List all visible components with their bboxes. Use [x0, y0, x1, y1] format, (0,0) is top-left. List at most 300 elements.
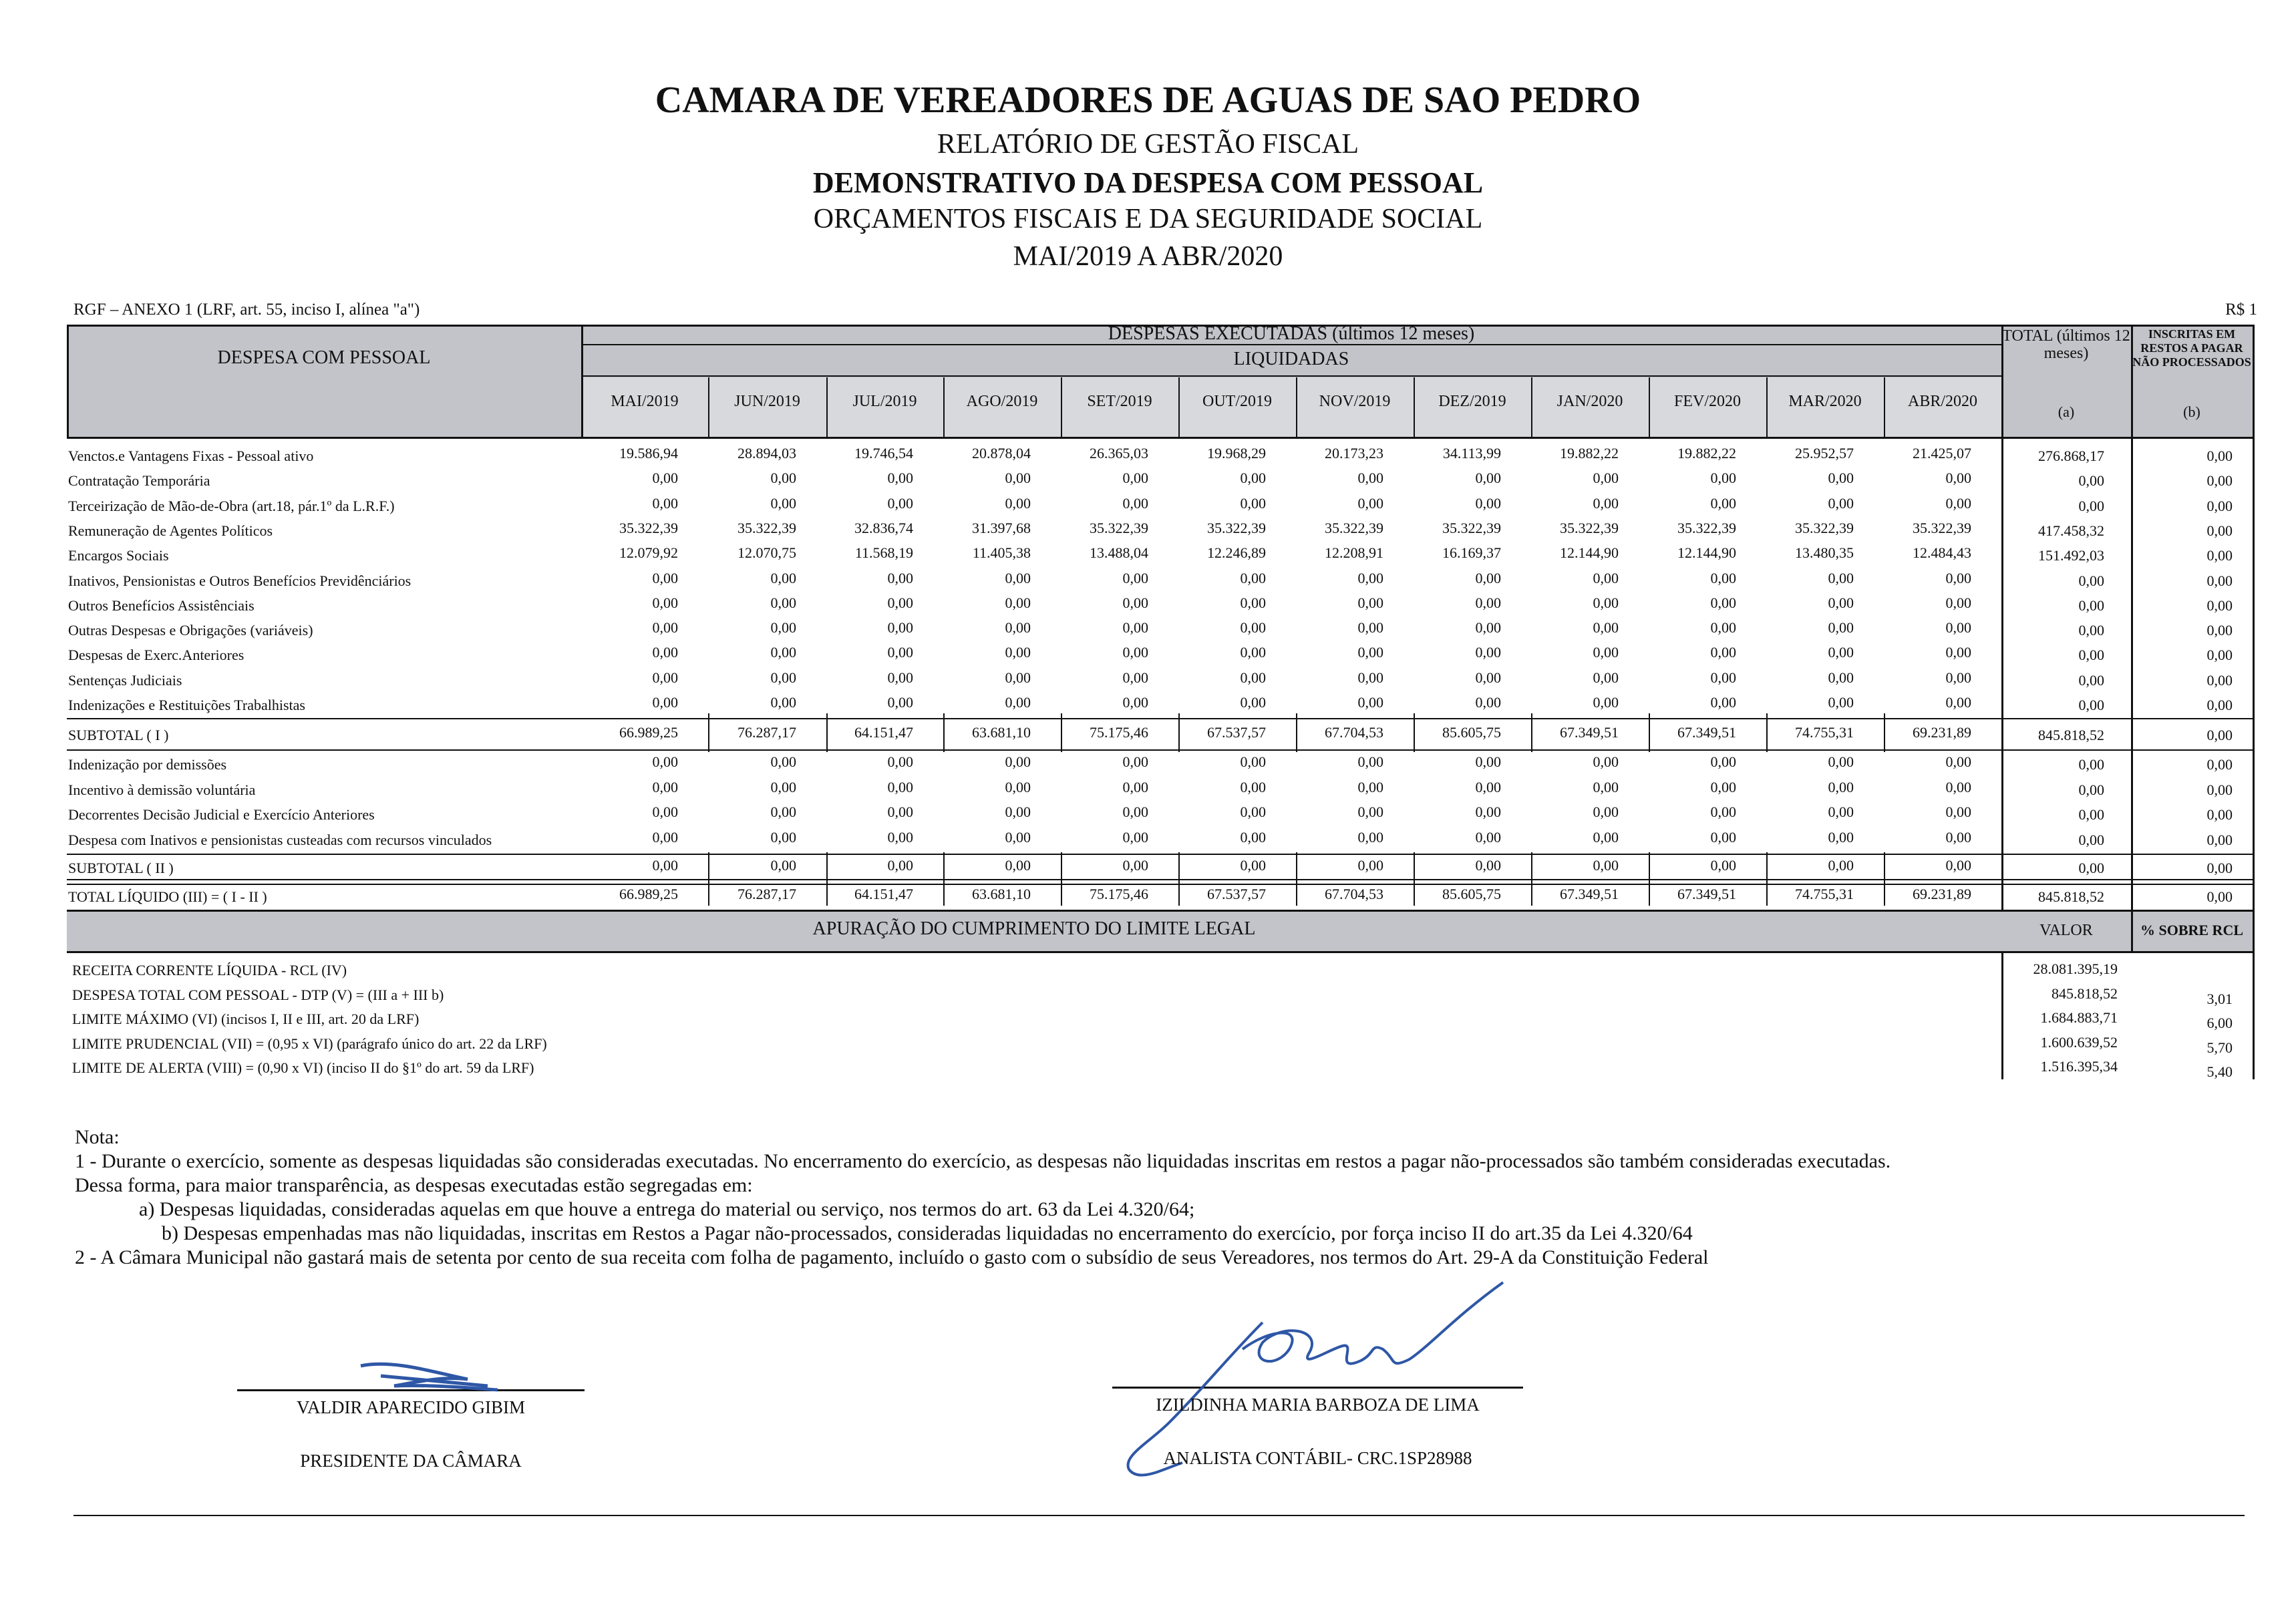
total-header: TOTAL (últimos 12 meses) [2002, 327, 2130, 362]
expense-row-value: 0,00 [770, 569, 796, 586]
expense-row-value: 19.968,29 [1207, 445, 1266, 462]
expense-row-value: 0,00 [1122, 594, 1148, 611]
expense-row-total: 0,00 [2078, 671, 2104, 689]
deduction-row-value: 0,00 [1240, 828, 1266, 846]
subtotal-2-value: 0,00 [1005, 857, 1031, 874]
expense-row-total: 417.458,32 [2038, 522, 2104, 539]
expense-row-value: 0,00 [1122, 494, 1148, 512]
expense-row-value: 16.169,37 [1442, 544, 1501, 562]
footer-rule [73, 1515, 2245, 1516]
expense-row-label: Outros Benefícios Assistênciais [68, 596, 255, 614]
budget-title: ORÇAMENTOS FISCAIS E DA SEGURIDADE SOCIAL [813, 204, 1483, 234]
col-divider [2001, 325, 2003, 1079]
expense-row-restos: 0,00 [2206, 522, 2233, 539]
subtotal-1-total: 845.818,52 [2038, 727, 2104, 743]
subtotal-2-value: 0,00 [770, 857, 796, 874]
header-rule [581, 375, 2001, 377]
deduction-row-value: 0,00 [1005, 803, 1031, 820]
deduction-row-value: 0,00 [770, 778, 796, 795]
expense-row-value: 0,00 [652, 644, 678, 661]
expense-row-value: 0,00 [770, 494, 796, 512]
deduction-row-value: 0,00 [1475, 753, 1501, 770]
compliance-percent: 3,01 [2206, 990, 2233, 1007]
month-header: NOV/2019 [1319, 393, 1391, 410]
expense-row-value: 11.568,19 [854, 544, 913, 562]
expense-row-value: 0,00 [1593, 470, 1619, 487]
expense-row-value: 35.322,39 [1560, 519, 1619, 536]
expense-row-total: 0,00 [2078, 472, 2104, 490]
expense-row-value: 0,00 [1828, 694, 1854, 711]
expense-row-value: 0,00 [1240, 669, 1266, 686]
expense-row-value: 35.322,39 [1325, 519, 1383, 536]
deduction-row-total: 0,00 [2078, 781, 2104, 798]
subtotal-1-restos: 0,00 [2206, 727, 2233, 743]
expense-row-restos: 0,00 [2206, 671, 2233, 689]
expense-row-value: 0,00 [1710, 470, 1736, 487]
expense-row-value: 0,00 [1122, 470, 1148, 487]
month-header: OUT/2019 [1202, 393, 1272, 410]
currency-unit: R$ 1 [2225, 301, 2257, 319]
expense-row-value: 12.144,90 [1560, 544, 1619, 562]
period-title: MAI/2019 A ABR/2020 [1013, 241, 1283, 272]
expense-row-value: 35.322,39 [737, 519, 796, 536]
subtotal-2-value: 0,00 [652, 857, 678, 874]
expense-row-value: 0,00 [1475, 694, 1501, 711]
expense-row-value: 0,00 [1593, 594, 1619, 611]
subtotal-2-value: 0,00 [1122, 857, 1148, 874]
compliance-label: DESPESA TOTAL COM PESSOAL - DTP (V) = (III a + III b) [72, 986, 444, 1003]
expense-row-value: 35.322,39 [619, 519, 678, 536]
expense-row-value: 0,00 [652, 470, 678, 487]
month-divider [1414, 852, 1415, 906]
deduction-row-value: 0,00 [1945, 778, 1971, 795]
expense-row-value: 0,00 [1710, 669, 1736, 686]
expense-row-value: 12.246,89 [1207, 544, 1266, 562]
compliance-title: APURAÇÃO DO CUMPRIMENTO DO LIMITE LEGAL [812, 918, 1256, 939]
subtotal-1-value: 66.989,25 [619, 724, 678, 741]
month-divider [708, 852, 709, 906]
month-divider [708, 713, 709, 752]
expense-row-value: 0,00 [1945, 694, 1971, 711]
expense-row-value: 0,00 [1710, 494, 1736, 512]
month-header: MAR/2020 [1788, 393, 1862, 410]
month-divider [1766, 852, 1768, 906]
expense-row-value: 0,00 [1710, 569, 1736, 586]
row-rule [67, 884, 2253, 885]
restos-header: INSCRITAS EM RESTOS A PAGAR NÃO PROCESSADOS [2132, 327, 2251, 369]
deduction-row-value: 0,00 [1593, 828, 1619, 846]
expense-row-value: 35.322,39 [1677, 519, 1736, 536]
deduction-row-value: 0,00 [1593, 753, 1619, 770]
subtotal-2-value: 0,00 [1710, 857, 1736, 874]
expense-row-total: 0,00 [2078, 697, 2104, 713]
month-header: SET/2019 [1087, 393, 1152, 410]
subtotal-1-value: 67.704,53 [1325, 724, 1383, 741]
expense-row-restos: 0,00 [2206, 647, 2233, 664]
deduction-row-value: 0,00 [887, 828, 913, 846]
deduction-row-value: 0,00 [1357, 778, 1383, 795]
deduction-row-value: 0,00 [1357, 828, 1383, 846]
expense-row-value: 13.480,35 [1795, 544, 1854, 562]
value-header: VALOR [2039, 922, 2093, 939]
expense-row-label: Indenizações e Restituições Trabalhistas [68, 697, 305, 713]
deduction-row-value: 0,00 [887, 753, 913, 770]
expense-row-value: 0,00 [1828, 644, 1854, 661]
deduction-row-label: Indenização por demissões [68, 756, 227, 773]
month-divider [826, 852, 828, 906]
table-left-border [67, 325, 69, 438]
expense-row-value: 21.425,07 [1913, 445, 1971, 462]
month-divider [1296, 852, 1297, 906]
subtotal-1-value: 63.681,10 [972, 724, 1031, 741]
expense-row-value: 0,00 [652, 594, 678, 611]
expense-row-value: 0,00 [1475, 569, 1501, 586]
compliance-top [67, 910, 2253, 912]
expense-row-value: 0,00 [1475, 619, 1501, 637]
compliance-percent: 6,00 [2206, 1015, 2233, 1031]
expense-row-value: 35.322,39 [1913, 519, 1971, 536]
net-total-label: TOTAL LÍQUIDO (III) = ( I - II ) [68, 888, 267, 905]
deduction-row-value: 0,00 [1593, 803, 1619, 820]
expense-row-label: Inativos, Pensionistas e Outros Benefícios Previdênciários [68, 572, 412, 589]
month-divider [1061, 713, 1062, 752]
deduction-row-value: 0,00 [1710, 778, 1736, 795]
month-header: FEV/2020 [1673, 393, 1741, 410]
subtotal-1-value: 75.175,46 [1090, 724, 1148, 741]
expense-row-value: 19.882,22 [1677, 445, 1736, 462]
month-divider [1061, 852, 1062, 906]
expense-row-value: 0,00 [1005, 569, 1031, 586]
notes-heading: Nota: [75, 1126, 120, 1148]
table-right-border [2253, 325, 2255, 1079]
expense-row-value: 0,00 [1357, 619, 1383, 637]
deduction-row-value: 0,00 [1475, 778, 1501, 795]
compliance-value: 1.600.639,52 [2040, 1033, 2118, 1051]
expense-row-value: 0,00 [1357, 594, 1383, 611]
expense-row-value: 0,00 [1710, 644, 1736, 661]
expense-row-value: 0,00 [1357, 569, 1383, 586]
expense-row-value: 0,00 [1357, 470, 1383, 487]
expense-row-value: 0,00 [1240, 619, 1266, 637]
executed-header: DESPESAS EXECUTADAS (últimos 12 meses) [1108, 323, 1475, 344]
deduction-row-value: 0,00 [1945, 828, 1971, 846]
note-line: Dessa forma, para maior transparência, as despesas executadas estão segregadas em: [75, 1174, 753, 1196]
expense-row-value: 25.952,57 [1795, 445, 1854, 462]
compliance-value: 1.684.883,71 [2040, 1009, 2118, 1026]
expense-row-value: 0,00 [1357, 494, 1383, 512]
deduction-row-value: 0,00 [1945, 753, 1971, 770]
subtotal-2-value: 0,00 [1240, 857, 1266, 874]
expense-row-value: 0,00 [1475, 470, 1501, 487]
expense-row-value: 0,00 [1828, 494, 1854, 512]
expense-row-value: 0,00 [1122, 694, 1148, 711]
deduction-row-value: 0,00 [652, 753, 678, 770]
expense-row-value: 20.173,23 [1325, 445, 1383, 462]
expense-row-value: 0,00 [1945, 644, 1971, 661]
expense-row-value: 0,00 [1240, 470, 1266, 487]
expense-row-value: 0,00 [652, 669, 678, 686]
expense-row-value: 20.878,04 [972, 445, 1031, 462]
deduction-row-value: 0,00 [1240, 778, 1266, 795]
deduction-row-value: 0,00 [1357, 753, 1383, 770]
expense-row-value: 28.894,03 [737, 445, 796, 462]
expense-row-value: 11.405,38 [972, 544, 1031, 562]
expense-row-label: Encargos Sociais [68, 547, 169, 564]
net-total-value: 76.287,17 [737, 886, 796, 902]
expense-row-value: 0,00 [1005, 694, 1031, 711]
deduction-row-value: 0,00 [887, 778, 913, 795]
expense-row-value: 0,00 [1593, 494, 1619, 512]
expense-row-value: 31.397,68 [972, 519, 1031, 536]
accountant-role: ANALISTA CONTÁBIL- CRC.1SP28988 [1163, 1448, 1472, 1468]
note-line: b) Despesas empenhadas mas não liquidadas, inscritas em Restos a Pagar não-processados, consideradas liquidadas no encerramento do exercício, por força inciso II do art.35 da Lei 4.320/64 [162, 1222, 1693, 1244]
expense-row-restos: 0,00 [2206, 572, 2233, 589]
expense-row-value: 0,00 [1475, 594, 1501, 611]
deduction-row-value: 0,00 [1710, 828, 1736, 846]
net-total-restos: 0,00 [2206, 888, 2233, 905]
net-total-value: 63.681,10 [972, 886, 1031, 902]
expense-row-total: 0,00 [2078, 497, 2104, 514]
expense-row-value: 0,00 [1828, 470, 1854, 487]
accountant-name: IZILDINHA MARIA BARBOZA DE LIMA [1156, 1395, 1480, 1415]
subtotal-1-label: SUBTOTAL ( I ) [68, 727, 169, 743]
statement-title: DEMONSTRATIVO DA DESPESA COM PESSOAL [812, 166, 1484, 199]
expense-row-total: 0,00 [2078, 622, 2104, 639]
expense-row-value: 35.322,39 [1442, 519, 1501, 536]
expense-row-value: 0,00 [1945, 594, 1971, 611]
expense-row-value: 12.070,75 [737, 544, 796, 562]
subtotal-1-value: 64.151,47 [854, 724, 913, 741]
note-line: a) Despesas liquidadas, consideradas aquelas em que houve a entrega do material ou serviço, nos termos do art. 63 da Lei 4.320/64; [139, 1198, 1195, 1220]
expense-row-value: 0,00 [1005, 594, 1031, 611]
compliance-bottom [67, 951, 2253, 953]
deduction-row-value: 0,00 [1005, 778, 1031, 795]
deduction-row-value: 0,00 [1828, 803, 1854, 820]
subtotal-1-value: 67.537,57 [1207, 724, 1266, 741]
expense-row-value: 0,00 [887, 644, 913, 661]
deduction-row-value: 0,00 [770, 803, 796, 820]
expense-row-value: 35.322,39 [1090, 519, 1148, 536]
month-header: AGO/2019 [966, 393, 1038, 410]
expense-row-label: Sentenças Judiciais [68, 671, 182, 689]
expense-row-value: 0,00 [1945, 619, 1971, 637]
expense-row-value: 0,00 [1240, 494, 1266, 512]
note-line: 1 - Durante o exercício, somente as despesas liquidadas são consideradas executadas. No encerramento do exercício, as despesas não liquidadas inscritas em restos a pagar não-processados são também consideradas executadas. [75, 1150, 1891, 1172]
expense-row-value: 0,00 [770, 619, 796, 637]
expense-row-total: 0,00 [2078, 647, 2104, 664]
expense-row-restos: 0,00 [2206, 596, 2233, 614]
deduction-row-total: 0,00 [2078, 756, 2104, 773]
expense-row-value: 0,00 [887, 470, 913, 487]
month-header: MAI/2019 [611, 393, 679, 410]
subtotal-1-value: 85.605,75 [1442, 724, 1501, 741]
expense-row-label: Contratação Temporária [68, 472, 210, 490]
expense-row-value: 0,00 [652, 494, 678, 512]
expense-row-restos: 0,00 [2206, 448, 2233, 464]
compliance-value: 1.516.395,34 [2040, 1058, 2118, 1075]
compliance-label: LIMITE DE ALERTA (VIII) = (0,90 x VI) (inciso II do §1º do art. 59 da LRF) [72, 1059, 534, 1076]
expense-row-value: 0,00 [1475, 494, 1501, 512]
subtotal-2-label: SUBTOTAL ( II ) [68, 860, 174, 876]
expense-row-value: 0,00 [1005, 644, 1031, 661]
subtotal-1-value: 76.287,17 [737, 724, 796, 741]
month-divider [943, 852, 945, 906]
expense-row-value: 12.144,90 [1677, 544, 1736, 562]
expense-row-value: 0,00 [1593, 669, 1619, 686]
month-divider [1531, 852, 1532, 906]
expense-row-value: 0,00 [1005, 619, 1031, 637]
expense-row-restos: 0,00 [2206, 547, 2233, 564]
subtotal-1-value: 67.349,51 [1560, 724, 1619, 741]
expense-row-value: 32.836,74 [854, 519, 913, 536]
subtotal-2-value: 0,00 [887, 857, 913, 874]
subtotal-1-value: 67.349,51 [1677, 724, 1736, 741]
expense-row-value: 0,00 [770, 669, 796, 686]
deduction-row-value: 0,00 [1475, 828, 1501, 846]
month-divider [1178, 713, 1180, 752]
expense-row-value: 0,00 [1945, 569, 1971, 586]
compliance-label: LIMITE MÁXIMO (VI) (incisos I, II e III, art. 20 da LRF) [72, 1011, 420, 1027]
deduction-row-value: 0,00 [652, 803, 678, 820]
month-divider [1884, 713, 1885, 752]
expense-row-value: 12.208,91 [1325, 544, 1383, 562]
subtotal-2-value: 0,00 [1593, 857, 1619, 874]
deduction-row-value: 0,00 [1240, 803, 1266, 820]
expense-row-value: 0,00 [887, 594, 913, 611]
annex-reference: RGF – ANEXO 1 (LRF, art. 55, inciso I, alínea "a") [73, 301, 420, 319]
net-total-total: 845.818,52 [2038, 888, 2104, 905]
month-header: JAN/2020 [1556, 393, 1623, 410]
month-header: ABR/2020 [1907, 393, 1977, 410]
paid-header: LIQUIDADAS [1233, 349, 1349, 369]
total-subheader: (a) [2058, 403, 2075, 420]
net-total-value: 64.151,47 [854, 886, 913, 902]
month-divider [826, 713, 828, 752]
expense-row-value: 0,00 [1357, 669, 1383, 686]
month-header: JUN/2019 [734, 393, 800, 410]
expense-row-value: 0,00 [1593, 694, 1619, 711]
expense-row-value: 0,00 [1945, 669, 1971, 686]
deduction-row-value: 0,00 [1475, 803, 1501, 820]
expense-row-value: 0,00 [1240, 694, 1266, 711]
expense-row-value: 0,00 [1122, 569, 1148, 586]
expense-row-value: 0,00 [1357, 644, 1383, 661]
deduction-row-label: Incentivo à demissão voluntária [68, 781, 256, 798]
expense-row-value: 0,00 [1122, 644, 1148, 661]
month-divider [1531, 713, 1532, 752]
subtotal-2-value: 0,00 [1357, 857, 1383, 874]
expense-row-value: 12.079,92 [619, 544, 678, 562]
president-role: PRESIDENTE DA CÂMARA [300, 1451, 522, 1471]
expense-row-value: 0,00 [1710, 619, 1736, 637]
net-total-value: 75.175,46 [1090, 886, 1148, 902]
expense-row-value: 0,00 [887, 569, 913, 586]
deduction-row-restos: 0,00 [2206, 831, 2233, 848]
deduction-row-label: Decorrentes Decisão Judicial e Exercício Anteriores [68, 806, 375, 823]
note-line: 2 - A Câmara Municipal não gastará mais de setenta por cento de sua receita com folha de pagamento, incluído o gasto com o subsídio de seus Vereadores, nos termos do Art. 29-A da Constituição Federal [75, 1246, 1709, 1268]
expense-row-value: 0,00 [1945, 494, 1971, 512]
deduction-row-value: 0,00 [770, 828, 796, 846]
deduction-row-total: 0,00 [2078, 806, 2104, 823]
deduction-row-value: 0,00 [1122, 753, 1148, 770]
expense-row-value: 19.586,94 [619, 445, 678, 462]
net-total-value: 67.349,51 [1560, 886, 1619, 902]
month-divider [1178, 852, 1180, 906]
compliance-percent: 5,70 [2206, 1039, 2233, 1056]
deduction-row-value: 0,00 [652, 828, 678, 846]
expense-row-value: 0,00 [1828, 569, 1854, 586]
deduction-row-value: 0,00 [1005, 828, 1031, 846]
compliance-value: 28.081.395,19 [2033, 960, 2118, 977]
expense-row-value: 0,00 [1593, 619, 1619, 637]
subtotal-1-value: 69.231,89 [1913, 724, 1971, 741]
expense-row-total: 0,00 [2078, 572, 2104, 589]
subtotal-2-restos: 0,00 [2206, 860, 2233, 876]
deduction-row-value: 0,00 [1828, 778, 1854, 795]
subtotal-2-value: 0,00 [1475, 857, 1501, 874]
compliance-percent: 5,40 [2206, 1063, 2233, 1080]
row-rule [67, 749, 2253, 751]
expense-row-total: 0,00 [2078, 596, 2104, 614]
net-total-value: 67.704,53 [1325, 886, 1383, 902]
deduction-row-value: 0,00 [1005, 753, 1031, 770]
expense-row-value: 0,00 [887, 619, 913, 637]
deduction-row-value: 0,00 [1828, 753, 1854, 770]
month-divider [943, 713, 945, 752]
deduction-row-value: 0,00 [887, 803, 913, 820]
expense-row-value: 0,00 [1475, 669, 1501, 686]
expense-row-value: 0,00 [770, 594, 796, 611]
expense-row-value: 0,00 [887, 494, 913, 512]
expense-row-value: 19.746,54 [854, 445, 913, 462]
compliance-label: RECEITA CORRENTE LÍQUIDA - RCL (IV) [72, 962, 347, 978]
expense-row-value: 0,00 [652, 569, 678, 586]
compliance-label: LIMITE PRUDENCIAL (VII) = (0,95 x VI) (parágrafo único do art. 22 da LRF) [72, 1035, 547, 1052]
expense-row-value: 0,00 [1240, 644, 1266, 661]
deduction-row-value: 0,00 [1828, 828, 1854, 846]
expense-row-value: 0,00 [1475, 644, 1501, 661]
deduction-row-value: 0,00 [652, 778, 678, 795]
deduction-row-value: 0,00 [1240, 753, 1266, 770]
deduction-row-total: 0,00 [2078, 831, 2104, 848]
expense-row-value: 0,00 [1357, 694, 1383, 711]
percent-header: % SOBRE RCL [2140, 922, 2244, 938]
expense-row-restos: 0,00 [2206, 622, 2233, 639]
expense-row-value: 0,00 [1005, 494, 1031, 512]
deduction-row-value: 0,00 [1357, 803, 1383, 820]
expense-row-value: 35.322,39 [1207, 519, 1266, 536]
expense-row-restos: 0,00 [2206, 697, 2233, 713]
subtotal-2-value: 0,00 [1945, 857, 1971, 874]
deduction-row-restos: 0,00 [2206, 756, 2233, 773]
report-title: RELATÓRIO DE GESTÃO FISCAL [937, 129, 1359, 160]
expense-row-value: 0,00 [1005, 669, 1031, 686]
deduction-row-restos: 0,00 [2206, 781, 2233, 798]
deduction-row-value: 0,00 [1945, 803, 1971, 820]
row-rule [67, 854, 2253, 855]
table-header-bottom [67, 437, 2253, 439]
expense-row-label: Remuneração de Agentes Políticos [68, 522, 273, 539]
expense-row-value: 0,00 [1240, 594, 1266, 611]
expense-row-label: Venctos.e Vantagens Fixas - Pessoal ativo [68, 448, 314, 464]
expense-row-label: Outras Despesas e Obrigações (variáveis) [68, 622, 313, 639]
expense-row-value: 0,00 [652, 694, 678, 711]
expense-row-value: 0,00 [1828, 619, 1854, 637]
expense-row-value: 0,00 [1945, 470, 1971, 487]
expense-row-value: 0,00 [652, 619, 678, 637]
expense-row-value: 0,00 [1710, 594, 1736, 611]
month-divider [1766, 713, 1768, 752]
